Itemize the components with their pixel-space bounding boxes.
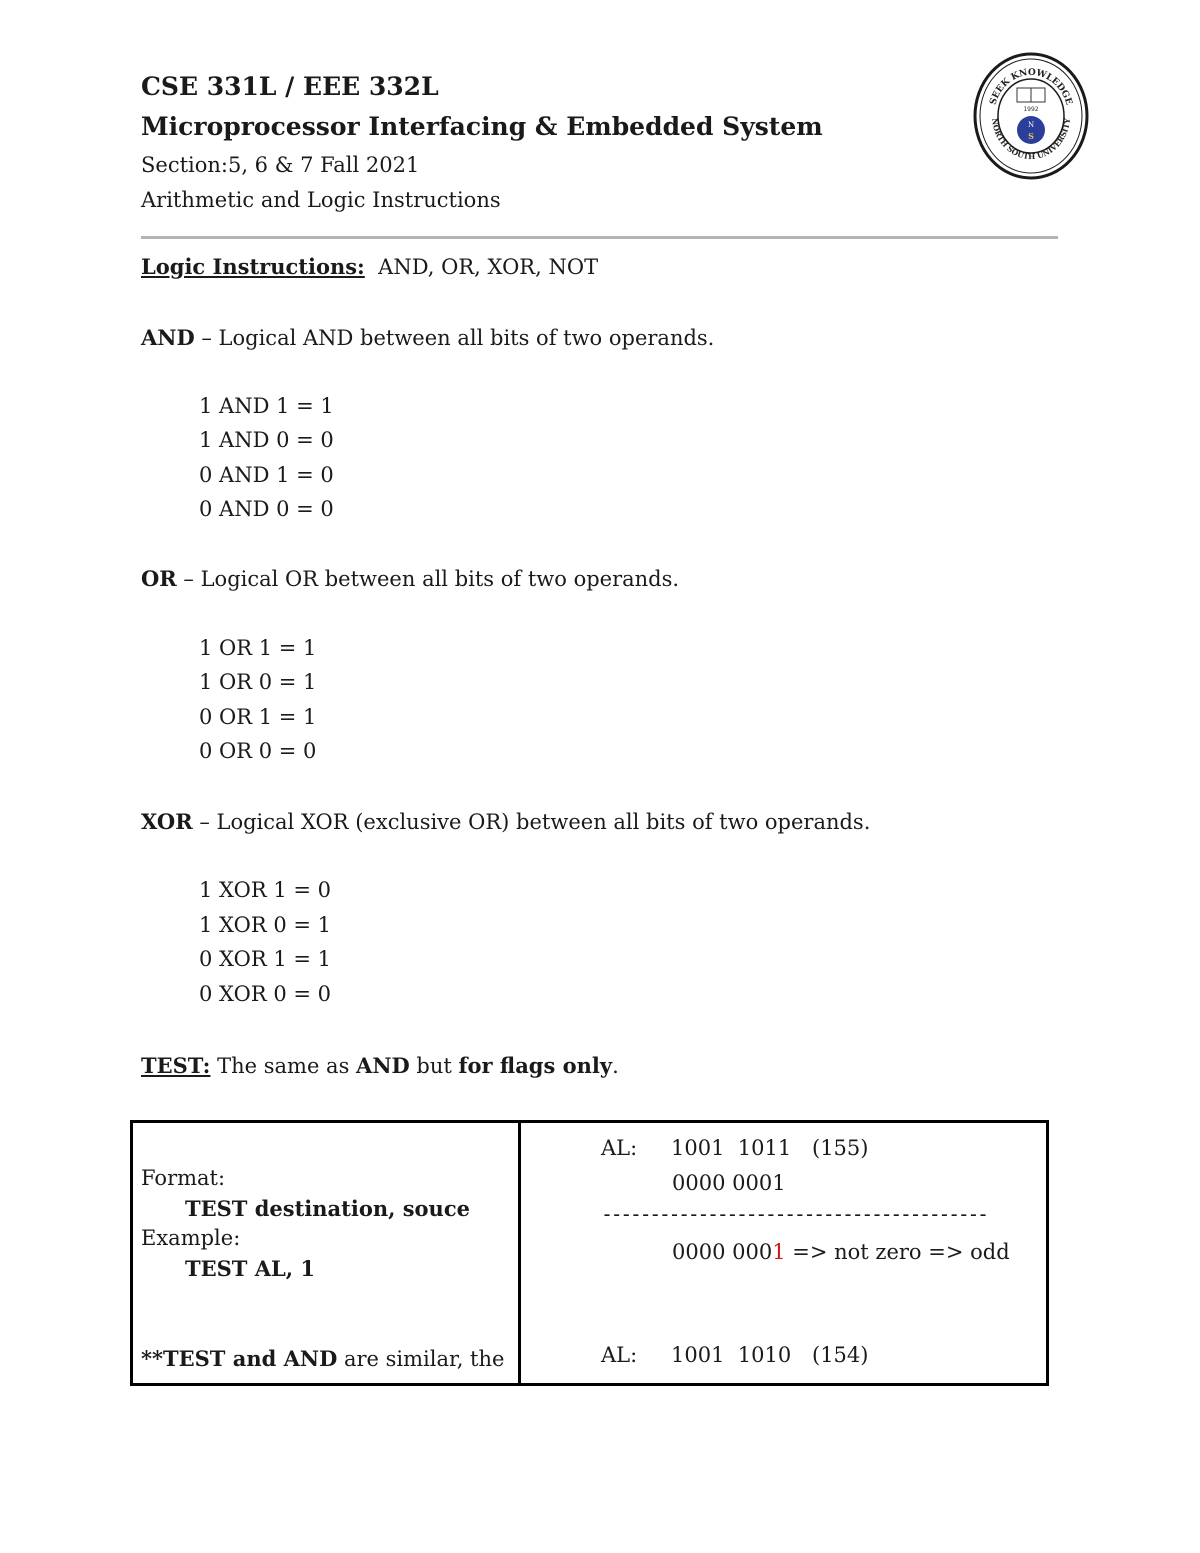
note-text: are similar, the bbox=[337, 1347, 505, 1371]
test-text: but bbox=[409, 1054, 459, 1078]
or-row: 1 OR 0 = 1 bbox=[199, 670, 317, 694]
xor-desc: – Logical XOR (exclusive OR) between all bits of two operands. bbox=[192, 810, 871, 834]
svg-text:N: N bbox=[1027, 121, 1035, 129]
al-label: AL: bbox=[601, 1136, 638, 1160]
format-label: Format: bbox=[141, 1166, 226, 1190]
svg-text:1992: 1992 bbox=[1023, 106, 1039, 113]
or-row: 0 OR 1 = 1 bbox=[199, 705, 317, 729]
logic-list: AND, OR, XOR, NOT bbox=[378, 255, 599, 279]
logic-label: Logic Instructions: bbox=[141, 254, 365, 279]
svg-text:NORTH SOUTH UNIVERSITY: NORTH SOUTH UNIVERSITY bbox=[989, 117, 1072, 162]
test-text: . bbox=[612, 1054, 619, 1078]
or-term: OR bbox=[141, 566, 177, 591]
section-info: Section:5, 6 & 7 Fall 2021 bbox=[141, 153, 420, 177]
mask-binary: 0000 0001 bbox=[672, 1171, 786, 1195]
header-divider bbox=[141, 236, 1058, 239]
or-row: 0 OR 0 = 0 bbox=[199, 739, 317, 763]
al2-label: AL: bbox=[601, 1343, 638, 1367]
result-binary: 0000 000 bbox=[672, 1240, 773, 1264]
test-label: TEST: bbox=[141, 1053, 211, 1078]
result-lsb: 1 bbox=[772, 1240, 786, 1264]
and-desc: – Logical AND between all bits of two operands. bbox=[194, 326, 715, 350]
al-decimal: (155) bbox=[812, 1136, 869, 1160]
and-term: AND bbox=[141, 325, 195, 350]
and-row: 1 AND 0 = 0 bbox=[199, 428, 334, 452]
and-row: 0 AND 0 = 0 bbox=[199, 497, 334, 521]
and-definition bbox=[141, 325, 714, 350]
and-row: 1 AND 1 = 1 bbox=[199, 394, 334, 418]
result-line bbox=[672, 1240, 1010, 1264]
or-row: 1 OR 1 = 1 bbox=[199, 636, 317, 660]
or-definition bbox=[141, 566, 679, 591]
test-definition bbox=[141, 1053, 619, 1078]
course-code: CSE 331L / EEE 332L bbox=[141, 72, 439, 101]
test-flags-term: for flags only bbox=[458, 1053, 613, 1078]
course-title: Microprocessor Interfacing & Embedded System bbox=[141, 112, 823, 141]
or-desc: – Logical OR between all bits of two operands. bbox=[176, 567, 680, 591]
topic-title: Arithmetic and Logic Instructions bbox=[141, 188, 501, 212]
example-value: TEST AL, 1 bbox=[185, 1256, 316, 1281]
xor-definition bbox=[141, 809, 870, 834]
al2-binary: 1001 1010 bbox=[671, 1343, 792, 1367]
xor-row: 1 XOR 0 = 1 bbox=[199, 913, 331, 937]
and-row: 0 AND 1 = 0 bbox=[199, 463, 334, 487]
university-seal-logo bbox=[972, 50, 1090, 182]
svg-text:SEEK KNOWLEDGE: SEEK KNOWLEDGE bbox=[988, 67, 1074, 107]
format-value: TEST destination, souce bbox=[185, 1196, 470, 1221]
xor-row: 1 XOR 1 = 0 bbox=[199, 878, 331, 902]
table-note bbox=[141, 1346, 504, 1371]
logic-instructions-line bbox=[141, 254, 598, 279]
xor-row: 0 XOR 0 = 0 bbox=[199, 982, 331, 1006]
xor-term: XOR bbox=[141, 809, 193, 834]
al-binary: 1001 1011 bbox=[671, 1136, 792, 1160]
test-text: The same as bbox=[210, 1054, 357, 1078]
al2-decimal: (154) bbox=[812, 1343, 869, 1367]
note-prefix: ** bbox=[141, 1346, 163, 1371]
test-and-term: AND bbox=[356, 1053, 410, 1078]
svg-text:S: S bbox=[1028, 131, 1034, 141]
dash-separator: ---------------------------------------- bbox=[601, 1202, 987, 1226]
xor-row: 0 XOR 1 = 1 bbox=[199, 947, 331, 971]
result-conclusion: => not zero => odd bbox=[785, 1240, 1010, 1264]
example-label: Example: bbox=[141, 1226, 241, 1250]
table-column-divider bbox=[518, 1120, 521, 1386]
note-bold: TEST and AND bbox=[162, 1346, 338, 1371]
